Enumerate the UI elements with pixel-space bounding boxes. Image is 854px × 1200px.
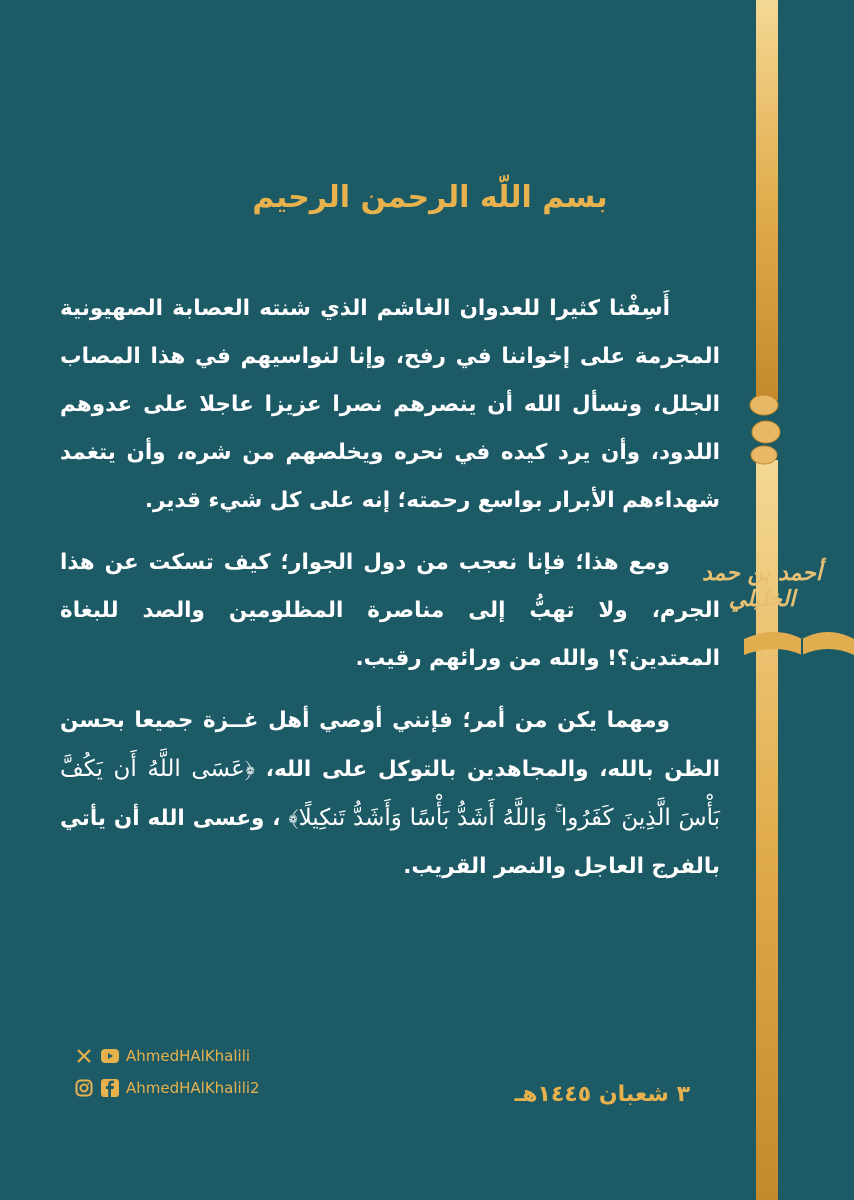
basmala-heading: بسم اللّه الرحمن الرحيم [252, 180, 608, 215]
paragraph-neighbors: ومع هذا؛ فإنا نعجب من دول الجوار؛ كيف تسكت عن هذا الجرم، ولا تهبُّ إلى مناصرة المظلومين والصد للبغاة المعتدين؟! والله من ورائهم رقيب. [60, 550, 720, 671]
social-row-primary [74, 1046, 250, 1066]
x-logo-icon[interactable] [74, 1046, 94, 1066]
paragraph-advice [60, 697, 720, 891]
instagram-icon[interactable] [74, 1078, 94, 1098]
advice-outro: ، وعسى الله أن يأتي بالفرج العاجل والنصر القريب. [60, 806, 720, 879]
handle-primary[interactable]: AhmedHAlKhalili [126, 1047, 251, 1065]
quran-verse: ﴿عَسَى اللَّهُ أَن يَكُفَّ بَأْسَ الَّذِينَ كَفَرُوا ۚ وَاللَّهُ أَشَدُّ بَأْسًا وَأَشَدُّ تَنكِيلًا﴾ [60, 756, 720, 831]
paragraph-condolence: أَسِفْنا كثيرا للعدوان الغاشم الذي شنته العصابة الصهيونية المجرمة على إخواننا في رفح، وإنا لنواسيهم في هذا المصاب الجلل، ونسأل الله أن ينصرهم نصرا عزيزا عاجلا على عدوهم اللدود، وأن يرد كيده في نحره ويخلصهم من شره، وأن يتغمد شهداءهم الأبرار بواسع رحمته؛ إنه على كل شيء قدير. [60, 296, 720, 513]
youtube-icon[interactable] [100, 1046, 120, 1066]
advice-intro: ومهما يكن من أمر؛ فإنني أوصي أهل غــزة جميعا بحسن الظن بالله، والمجاهدين بالتوكل على الله، [60, 708, 720, 782]
handshake-icon [750, 395, 780, 464]
social-row-secondary [74, 1078, 260, 1098]
hijri-date: ٣ شعبان ١٤٤٥هـ [514, 1082, 690, 1107]
handle-secondary[interactable]: AhmedHAlKhalili2 [126, 1079, 260, 1097]
author-signature: أحمد بن حمد الخليلي [701, 560, 823, 612]
letter-body [60, 285, 720, 905]
facebook-icon[interactable] [100, 1078, 120, 1098]
